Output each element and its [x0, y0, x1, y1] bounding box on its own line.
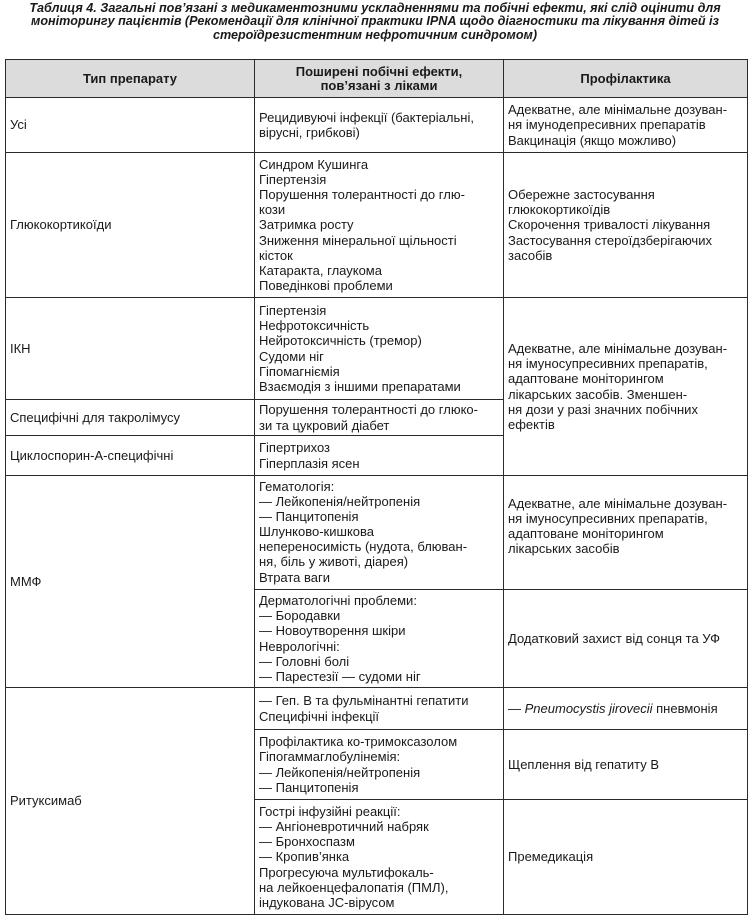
- cell-type-ikn: ІКН: [6, 298, 255, 400]
- table-row-ikn: [6, 298, 748, 400]
- cell-prevention-glucocorticoids: Обережне застосування глюкокортикоїдів Скорочення тривалості лікування Застосування стероїдзберігаючих засобів: [504, 153, 748, 298]
- table-row-glucocorticoids: [6, 153, 748, 298]
- cell-effects-cyclosporin: Гіпертрихоз Гіперплазія ясен: [255, 436, 504, 476]
- cell-effects-mmf-1: Гематологія: — Лейкопенія/нейтропенія — Панцитопенія Шлунково-кишкова непереносимість (нудота, блюван- ня, біль у животі, діарея) Втрата ваги: [255, 476, 504, 590]
- cell-prevention-mmf-2: Додатковий захист від сонця та УФ: [504, 590, 748, 688]
- cell-type-glucocorticoids: Глюкокортикоїди: [6, 153, 255, 298]
- cell-effects-all: Рецидивуючі інфекції (бактеріальні, вірусні, грибкові): [255, 98, 504, 153]
- cell-prevention-rituximab-2: Щеплення від гепатиту В: [504, 730, 748, 800]
- cell-effects-rituximab-3: Гострі інфузійні реакції: — Ангіоневротичний набряк — Бронхоспазм — Кропив’янка Прогресуюча мультифокаль- на лейкоенцефалопатія (ПМЛ), індукована JC-вірусом: [255, 800, 504, 915]
- table-row-mmf-1: [6, 476, 748, 590]
- cell-effects-rituximab-2: Профілактика ко-тримоксазолом Гіпогаммаглобулінемія: — Лейкопенія/нейтропенія — Панцитопенія: [255, 730, 504, 800]
- cell-type-mmf: ММФ: [6, 476, 255, 688]
- cell-effects-mmf-2: Дерматологічні проблеми: — Бородавки — Новоутворення шкіри Неврологічні: — Головні болі — Парестезії — судоми ніг: [255, 590, 504, 688]
- cell-prevention-rituximab-1: [504, 688, 748, 730]
- header-drug-type: Тип препарату: [6, 60, 255, 98]
- cell-effects-glucocorticoids: Синдром Кушинга Гіпертензія Порушення толерантності до глю- кози Затримка росту Зниження мінеральної щільності кісток Катаракта, глаукома Поведінкові проблеми: [255, 153, 504, 298]
- header-side-effects: Поширені побічні ефекти, пов’язані з ліками: [255, 60, 504, 98]
- table-caption: Таблиця 4. Загальні пов’язані з медикаментозними ускладненнями та побічні ефекти, які слід оцінити для моніторингу пацієнтів (Рекомендації для клінічної практики IPNA щодо діагностики та лікування дітей із стероїдрезистентним нефротичним синдромом): [29, 1, 721, 42]
- cell-type-all: Усі: [6, 98, 255, 153]
- table-row-rituximab-1: [6, 688, 748, 730]
- pathogen-name: Pneumocystis jirovecii: [524, 700, 653, 716]
- dash-text: —: [508, 700, 521, 716]
- table-row-all: [6, 98, 748, 153]
- cell-prevention-all: Адекватне, але мінімальне дозуван- ня імунодепресивних препаратів Вакцинація (якщо можливо): [504, 98, 748, 153]
- pneumonia-text: пневмонія: [656, 700, 718, 716]
- table-header-row: [6, 60, 748, 98]
- cell-prevention-ikn: Адекватне, але мінімальне дозуван- ня імуносупресивних препаратів, адаптоване моніторингом лікарських засобів. Зменшен- ня дози у разі значних побічних ефектів: [504, 298, 748, 476]
- cell-effects-rituximab-1: — Геп. В та фульмінантні гепатити Специфічні інфекції: [255, 688, 504, 730]
- cell-effects-ikn: Гіпертензія Нефротоксичність Нейротоксичність (тремор) Судоми ніг Гіпомагніємія Взаємодія з іншими препаратами: [255, 298, 504, 400]
- cell-effects-tacrolimus: Порушення толерантності до глюко- зи та цукровий діабет: [255, 400, 504, 436]
- header-prevention: Профілактика: [504, 60, 748, 98]
- cell-prevention-rituximab-3: Премедикація: [504, 800, 748, 915]
- cell-type-rituximab: Ритуксимаб: [6, 688, 255, 915]
- side-effects-table: [5, 59, 748, 915]
- cell-type-cyclosporin: Циклоспорин-А-специфічні: [6, 436, 255, 476]
- cell-prevention-mmf-1: Адекватне, але мінімальне дозуван- ня імуносупресивних препаратів, адаптоване моніторингом лікарських засобів: [504, 476, 748, 590]
- cell-type-tacrolimus: Специфічні для такролімусу: [6, 400, 255, 436]
